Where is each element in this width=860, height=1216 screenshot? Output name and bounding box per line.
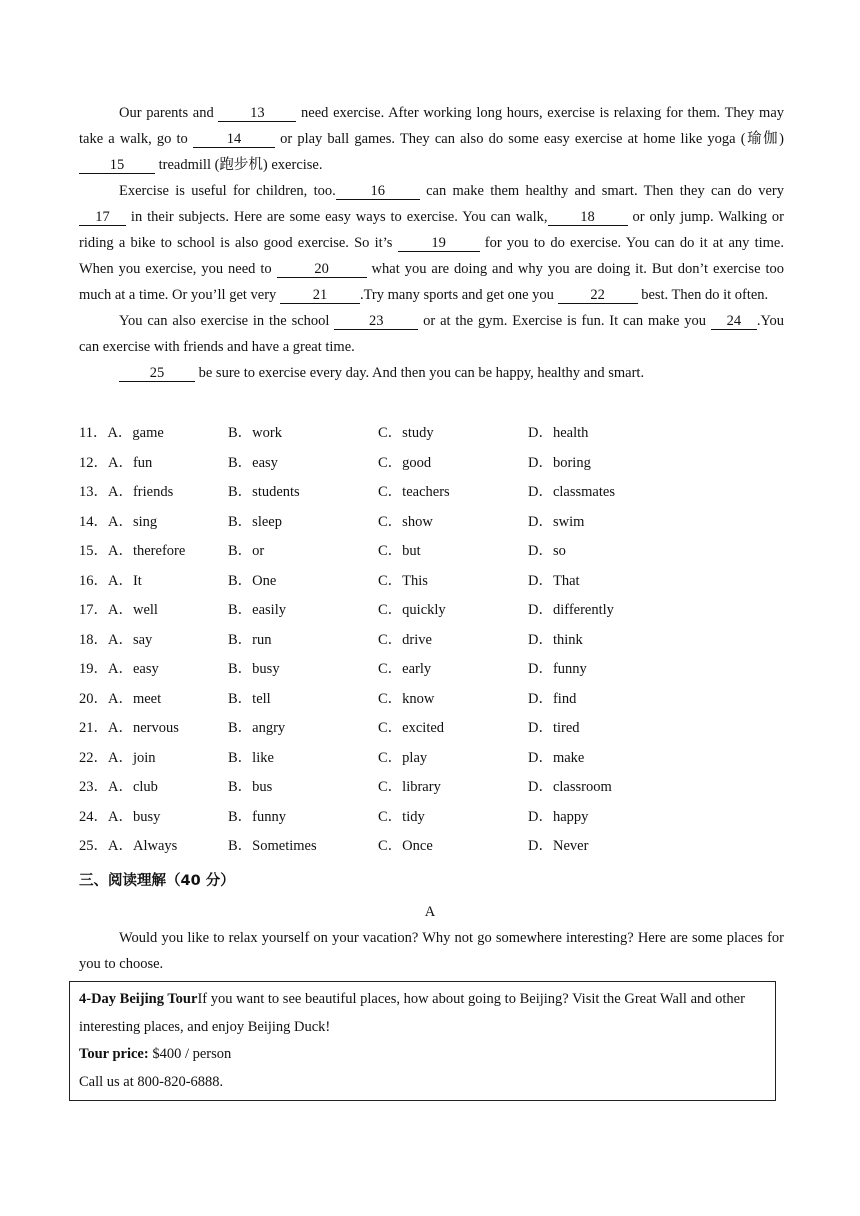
text: .Try many sports and get one you (359, 287, 558, 303)
intro-paragraph: Would you like to relax yourself on your vacation? Why not go somewhere interesting? Here are some places for you to choose. (79, 930, 784, 972)
text: You can also exercise in the school (119, 313, 335, 329)
option-c[interactable]: C．tidy (378, 808, 425, 825)
question-row (79, 535, 784, 565)
option-d[interactable]: D．boring (528, 454, 591, 471)
option-a[interactable]: 13．A．friends (79, 484, 174, 501)
text: in their subjects. Here are some easy ways to exercise. You can walk, (126, 209, 548, 225)
option-a[interactable]: 12．A．fun (79, 454, 153, 471)
text: or play ball games. They can also do some easy exercise at home like yoga (瑜伽) (274, 131, 785, 147)
option-a[interactable]: 15．A．therefore (79, 543, 186, 560)
price-label: Tour price: (79, 1046, 149, 1062)
question-row (79, 830, 784, 860)
option-d[interactable]: D．funny (528, 661, 587, 678)
option-c[interactable]: C．drive (378, 631, 432, 648)
reading-intro (79, 925, 784, 977)
option-b[interactable]: B．bus (228, 779, 273, 796)
price-value: $400 / person (148, 1046, 232, 1062)
blank-16: 16 (336, 183, 420, 200)
option-a[interactable]: 20．A．meet (79, 690, 162, 707)
option-b[interactable]: B．like (228, 749, 274, 766)
tour-ad-box (69, 981, 776, 1101)
cloze-paragraph-2 (79, 178, 784, 308)
question-row (79, 624, 784, 654)
option-c[interactable]: C．show (378, 513, 433, 530)
option-b[interactable]: B．angry (228, 720, 286, 737)
text: or at the gym. Exercise is fun. It can make you (418, 313, 711, 329)
option-b[interactable]: B．busy (228, 661, 280, 678)
option-c[interactable]: C．but (378, 543, 421, 560)
option-a[interactable]: 14．A．sing (79, 513, 158, 530)
cloze-paragraph-3 (79, 308, 784, 360)
text: or only jump. Walking or riding a bike to school is also good exercise. So it’s (79, 209, 785, 251)
blank-25: 25 (119, 365, 195, 382)
blank-20: 20 (277, 261, 367, 278)
option-b[interactable]: B．easy (228, 454, 278, 471)
question-row (79, 594, 784, 624)
tour-price (79, 1041, 766, 1069)
cloze-paragraph-1 (79, 100, 784, 178)
option-c[interactable]: C．good (378, 454, 432, 471)
option-c[interactable]: C．Once (378, 838, 433, 855)
option-b[interactable]: B．run (228, 631, 272, 648)
option-d[interactable]: D．so (528, 543, 566, 560)
option-d[interactable]: D．differently (528, 602, 614, 619)
question-row (79, 712, 784, 742)
text: for you to do exercise. You can do it at any time. When you exercise, you need to (79, 235, 784, 277)
question-row (79, 653, 784, 683)
blank-18: 18 (548, 209, 628, 226)
option-d[interactable]: D．make (528, 749, 585, 766)
option-b[interactable]: B．work (228, 425, 282, 442)
question-row (79, 771, 784, 801)
option-a[interactable]: 23．A．club (79, 779, 158, 796)
blank-21: 21 (280, 287, 360, 304)
option-b[interactable]: B．students (228, 484, 300, 501)
option-c[interactable]: C．play (378, 749, 428, 766)
option-d[interactable]: D．swim (528, 513, 585, 530)
text: need exercise. After working long hours, exercise is relaxing for them. They may take a walk, go to (79, 105, 784, 147)
option-a[interactable]: 19．A．easy (79, 661, 159, 678)
question-row (79, 683, 784, 713)
blank-19: 19 (398, 235, 480, 252)
blank-23: 23 (334, 313, 418, 330)
question-options-list (79, 417, 784, 860)
question-row (79, 476, 784, 506)
option-a[interactable]: 22．A．join (79, 749, 156, 766)
option-a[interactable]: 18．A．say (79, 631, 153, 648)
option-c[interactable]: C．early (378, 661, 432, 678)
option-a[interactable]: 17．A．well (79, 602, 158, 619)
option-c[interactable]: C．teachers (378, 484, 450, 501)
option-c[interactable]: C．library (378, 779, 441, 796)
option-d[interactable]: D．think (528, 631, 583, 648)
option-d[interactable]: D．classroom (528, 779, 612, 796)
option-d[interactable]: D．health (528, 425, 589, 442)
tour-description (79, 986, 766, 1041)
option-b[interactable]: B．funny (228, 808, 286, 825)
option-a[interactable]: 16．A．It (79, 572, 142, 589)
question-row (79, 447, 784, 477)
text: .You can exercise with friends and have a great time. (79, 313, 784, 355)
option-a[interactable]: 24．A．busy (79, 808, 161, 825)
option-d[interactable]: D．happy (528, 808, 589, 825)
cloze-paragraph-4 (79, 360, 784, 386)
text: best. Then do it often. (637, 287, 769, 303)
option-b[interactable]: B．One (228, 572, 277, 589)
passage-letter: A (424, 904, 436, 920)
option-d[interactable]: D．That (528, 572, 580, 589)
blank-24: 24 (711, 313, 757, 330)
option-c[interactable]: C．excited (378, 720, 445, 737)
cloze-passage (79, 100, 784, 386)
option-a[interactable]: 25．A．Always (79, 838, 178, 855)
question-row (79, 801, 784, 831)
option-c[interactable]: C．know (378, 690, 435, 707)
question-row (79, 506, 784, 536)
blank-13: 13 (218, 105, 296, 122)
option-c[interactable]: C．This (378, 572, 428, 589)
text: Exercise is useful for children, too. (119, 183, 336, 199)
text: what you are doing and why you are doing it. But don’t exercise too much at a time. Or you’ll get very (79, 261, 784, 303)
section-title: 三、阅读理解（40 分） (79, 873, 235, 889)
option-d[interactable]: D．classmates (528, 484, 615, 501)
tour-phone: Call us at 800-820-6888. (79, 1073, 224, 1090)
option-b[interactable]: B．or (228, 543, 265, 560)
question-row (79, 417, 784, 447)
blank-17: 17 (79, 209, 126, 226)
text: can make them healthy and smart. Then they can do very (419, 183, 784, 199)
option-c[interactable]: C．quickly (378, 602, 446, 619)
blank-15: 15 (79, 157, 155, 174)
text: treadmill (跑步机) exercise. (155, 157, 323, 173)
tour-desc-text: If you want to see beautiful places, how about going to Beijing? Visit the Great Wall and other interesting places, and enjoy Beijing Duck! (79, 991, 745, 1035)
question-row (79, 565, 784, 595)
option-b[interactable]: B．Sometimes (228, 838, 317, 855)
option-a[interactable]: 11．A．game (79, 425, 164, 442)
option-d[interactable]: D．find (528, 690, 577, 707)
option-a[interactable]: 21．A．nervous (79, 720, 179, 737)
blank-14: 14 (193, 131, 275, 148)
question-row (79, 742, 784, 772)
blank-22: 22 (558, 287, 638, 304)
option-d[interactable]: D．Never (528, 838, 589, 855)
option-b[interactable]: B．easily (228, 602, 286, 619)
option-b[interactable]: B．tell (228, 690, 271, 707)
option-b[interactable]: B．sleep (228, 513, 282, 530)
option-c[interactable]: C．study (378, 425, 434, 442)
tour-name: 4-Day Beijing Tour (79, 991, 198, 1007)
text: be sure to exercise every day. And then you can be happy, healthy and smart. (195, 365, 645, 381)
text: Our parents and (119, 105, 219, 121)
option-d[interactable]: D．tired (528, 720, 580, 737)
